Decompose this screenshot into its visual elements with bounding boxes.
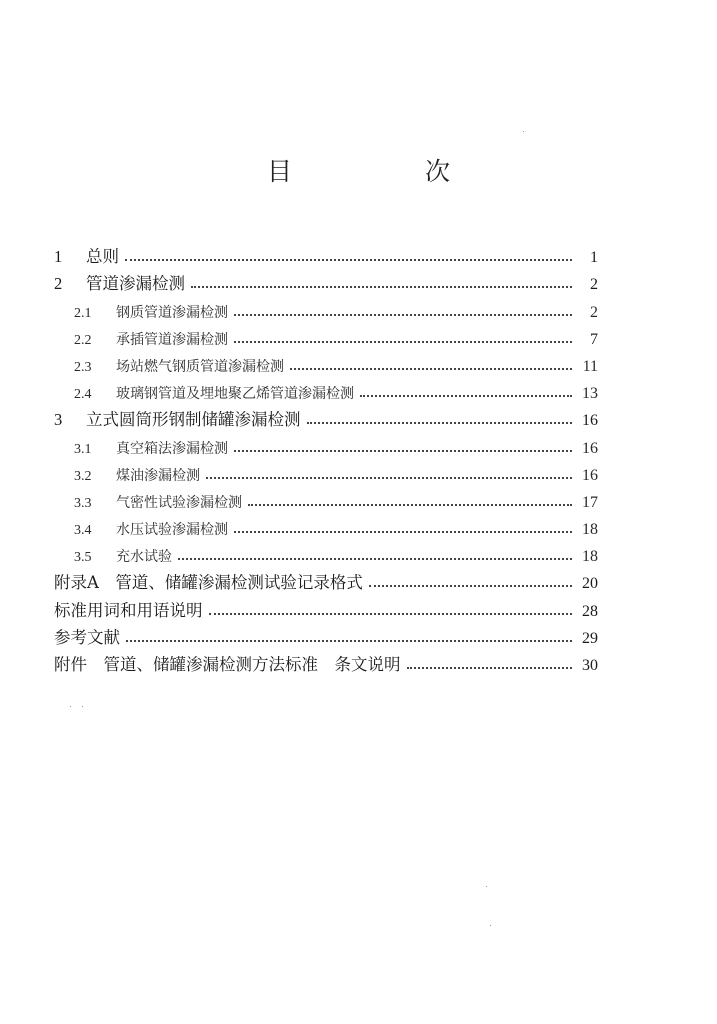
- toc-entry-title: 真空箱法渗漏检测: [116, 440, 228, 457]
- toc-entry-title: 水压试验渗漏检测: [116, 522, 228, 539]
- toc-leader-dots: [307, 422, 573, 424]
- toc-leader-dots: [191, 286, 572, 288]
- toc-entry-title: 充水试验: [116, 549, 172, 566]
- toc-entry-page: 1: [590, 249, 598, 267]
- toc-entry-page: 2: [590, 303, 598, 321]
- toc-leader-dots: [290, 368, 572, 370]
- toc-entry-title: 附录A 管道、储罐渗漏检测试验记录格式: [54, 573, 363, 593]
- scan-speck: [490, 925, 491, 926]
- toc-entry-number: 3.3: [74, 495, 92, 511]
- toc-leader-dots: [234, 450, 572, 452]
- toc-entry-title: 煤油渗漏检测: [116, 467, 200, 484]
- toc-entry-title: 立式圆筒形钢制储罐渗漏检测: [86, 410, 301, 430]
- toc-entry-number: 3.2: [74, 468, 92, 484]
- table-of-contents: [54, 240, 598, 675]
- toc-entry-number: 3.5: [74, 550, 92, 566]
- toc-entry-number: 3: [54, 410, 63, 430]
- toc-entry-page: 7: [590, 330, 598, 348]
- toc-entry[interactable]: [54, 566, 598, 593]
- toc-entry-title: 管道渗漏检测: [86, 274, 185, 294]
- toc-entry-page: 11: [582, 357, 598, 375]
- scan-speck: [486, 886, 487, 887]
- toc-entry[interactable]: [54, 294, 598, 321]
- toc-entry-page: 29: [582, 629, 598, 647]
- toc-entry[interactable]: [54, 648, 598, 675]
- scan-speck: [82, 706, 83, 707]
- scan-speck: [70, 706, 71, 707]
- scan-speck: [523, 131, 524, 132]
- toc-leader-dots: [369, 585, 572, 587]
- toc-entry-number: 1: [54, 247, 63, 267]
- toc-entry-page: 18: [582, 548, 598, 566]
- toc-entry[interactable]: [54, 403, 598, 430]
- toc-entry-number: 2.4: [74, 387, 92, 403]
- toc-entry-title: 参考文献: [54, 627, 120, 647]
- toc-entry[interactable]: [54, 349, 598, 376]
- toc-leader-dots: [248, 504, 572, 506]
- toc-entry-number: 2.1: [74, 305, 92, 321]
- toc-leader-dots: [206, 477, 572, 479]
- toc-entry-title: 玻璃钢管道及埋地聚乙烯管道渗漏检测: [116, 386, 354, 403]
- page-title: 目 次: [266, 157, 504, 186]
- toc-leader-dots: [407, 667, 573, 669]
- toc-entry[interactable]: [54, 512, 598, 539]
- toc-leader-dots: [234, 531, 572, 533]
- toc-entry-title: 场站燃气钢质管道渗漏检测: [116, 358, 284, 375]
- toc-entry[interactable]: [54, 593, 598, 620]
- toc-leader-dots: [178, 558, 572, 560]
- toc-leader-dots: [209, 613, 573, 615]
- toc-entry-page: 16: [582, 466, 598, 484]
- toc-entry-number: 3.1: [74, 441, 92, 457]
- toc-entry[interactable]: [54, 485, 598, 512]
- toc-entry[interactable]: [54, 430, 598, 457]
- toc-entry-page: 13: [582, 385, 598, 403]
- toc-entry-page: 28: [582, 602, 598, 620]
- toc-entry-title: 总则: [86, 247, 119, 267]
- toc-entry-title: 钢质管道渗漏检测: [116, 304, 228, 321]
- toc-leader-dots: [125, 259, 572, 261]
- toc-entry-page: 18: [582, 521, 598, 539]
- toc-entry[interactable]: [54, 240, 598, 267]
- toc-entry[interactable]: [54, 376, 598, 403]
- toc-entry[interactable]: [54, 621, 598, 648]
- toc-entry-title: 附件 管道、储罐渗漏检测方法标准 条文说明: [54, 655, 401, 674]
- toc-entry-title: 标准用词和用语说明: [54, 600, 203, 620]
- toc-entry-page: 16: [582, 439, 598, 457]
- toc-entry-page: 16: [582, 412, 598, 430]
- toc-entry-page: 17: [582, 493, 598, 511]
- toc-leader-dots: [360, 395, 572, 397]
- toc-entry-title: 气密性试验渗漏检测: [116, 494, 242, 511]
- toc-entry-number: 2.3: [74, 359, 92, 375]
- toc-leader-dots: [234, 314, 572, 316]
- toc-leader-dots: [126, 640, 572, 642]
- toc-entry-number: 3.4: [74, 523, 92, 539]
- toc-entry-page: 2: [590, 276, 598, 294]
- toc-entry[interactable]: [54, 322, 598, 349]
- toc-entry-number: 2.2: [74, 332, 92, 348]
- toc-entry[interactable]: [54, 539, 598, 566]
- toc-entry-number: 2: [54, 274, 63, 294]
- toc-entry[interactable]: [54, 267, 598, 294]
- toc-entry-title: 承插管道渗漏检测: [116, 331, 228, 348]
- toc-entry-page: 20: [582, 575, 598, 593]
- toc-entry-page: 30: [582, 657, 598, 674]
- toc-entry[interactable]: [54, 458, 598, 485]
- toc-leader-dots: [234, 341, 572, 343]
